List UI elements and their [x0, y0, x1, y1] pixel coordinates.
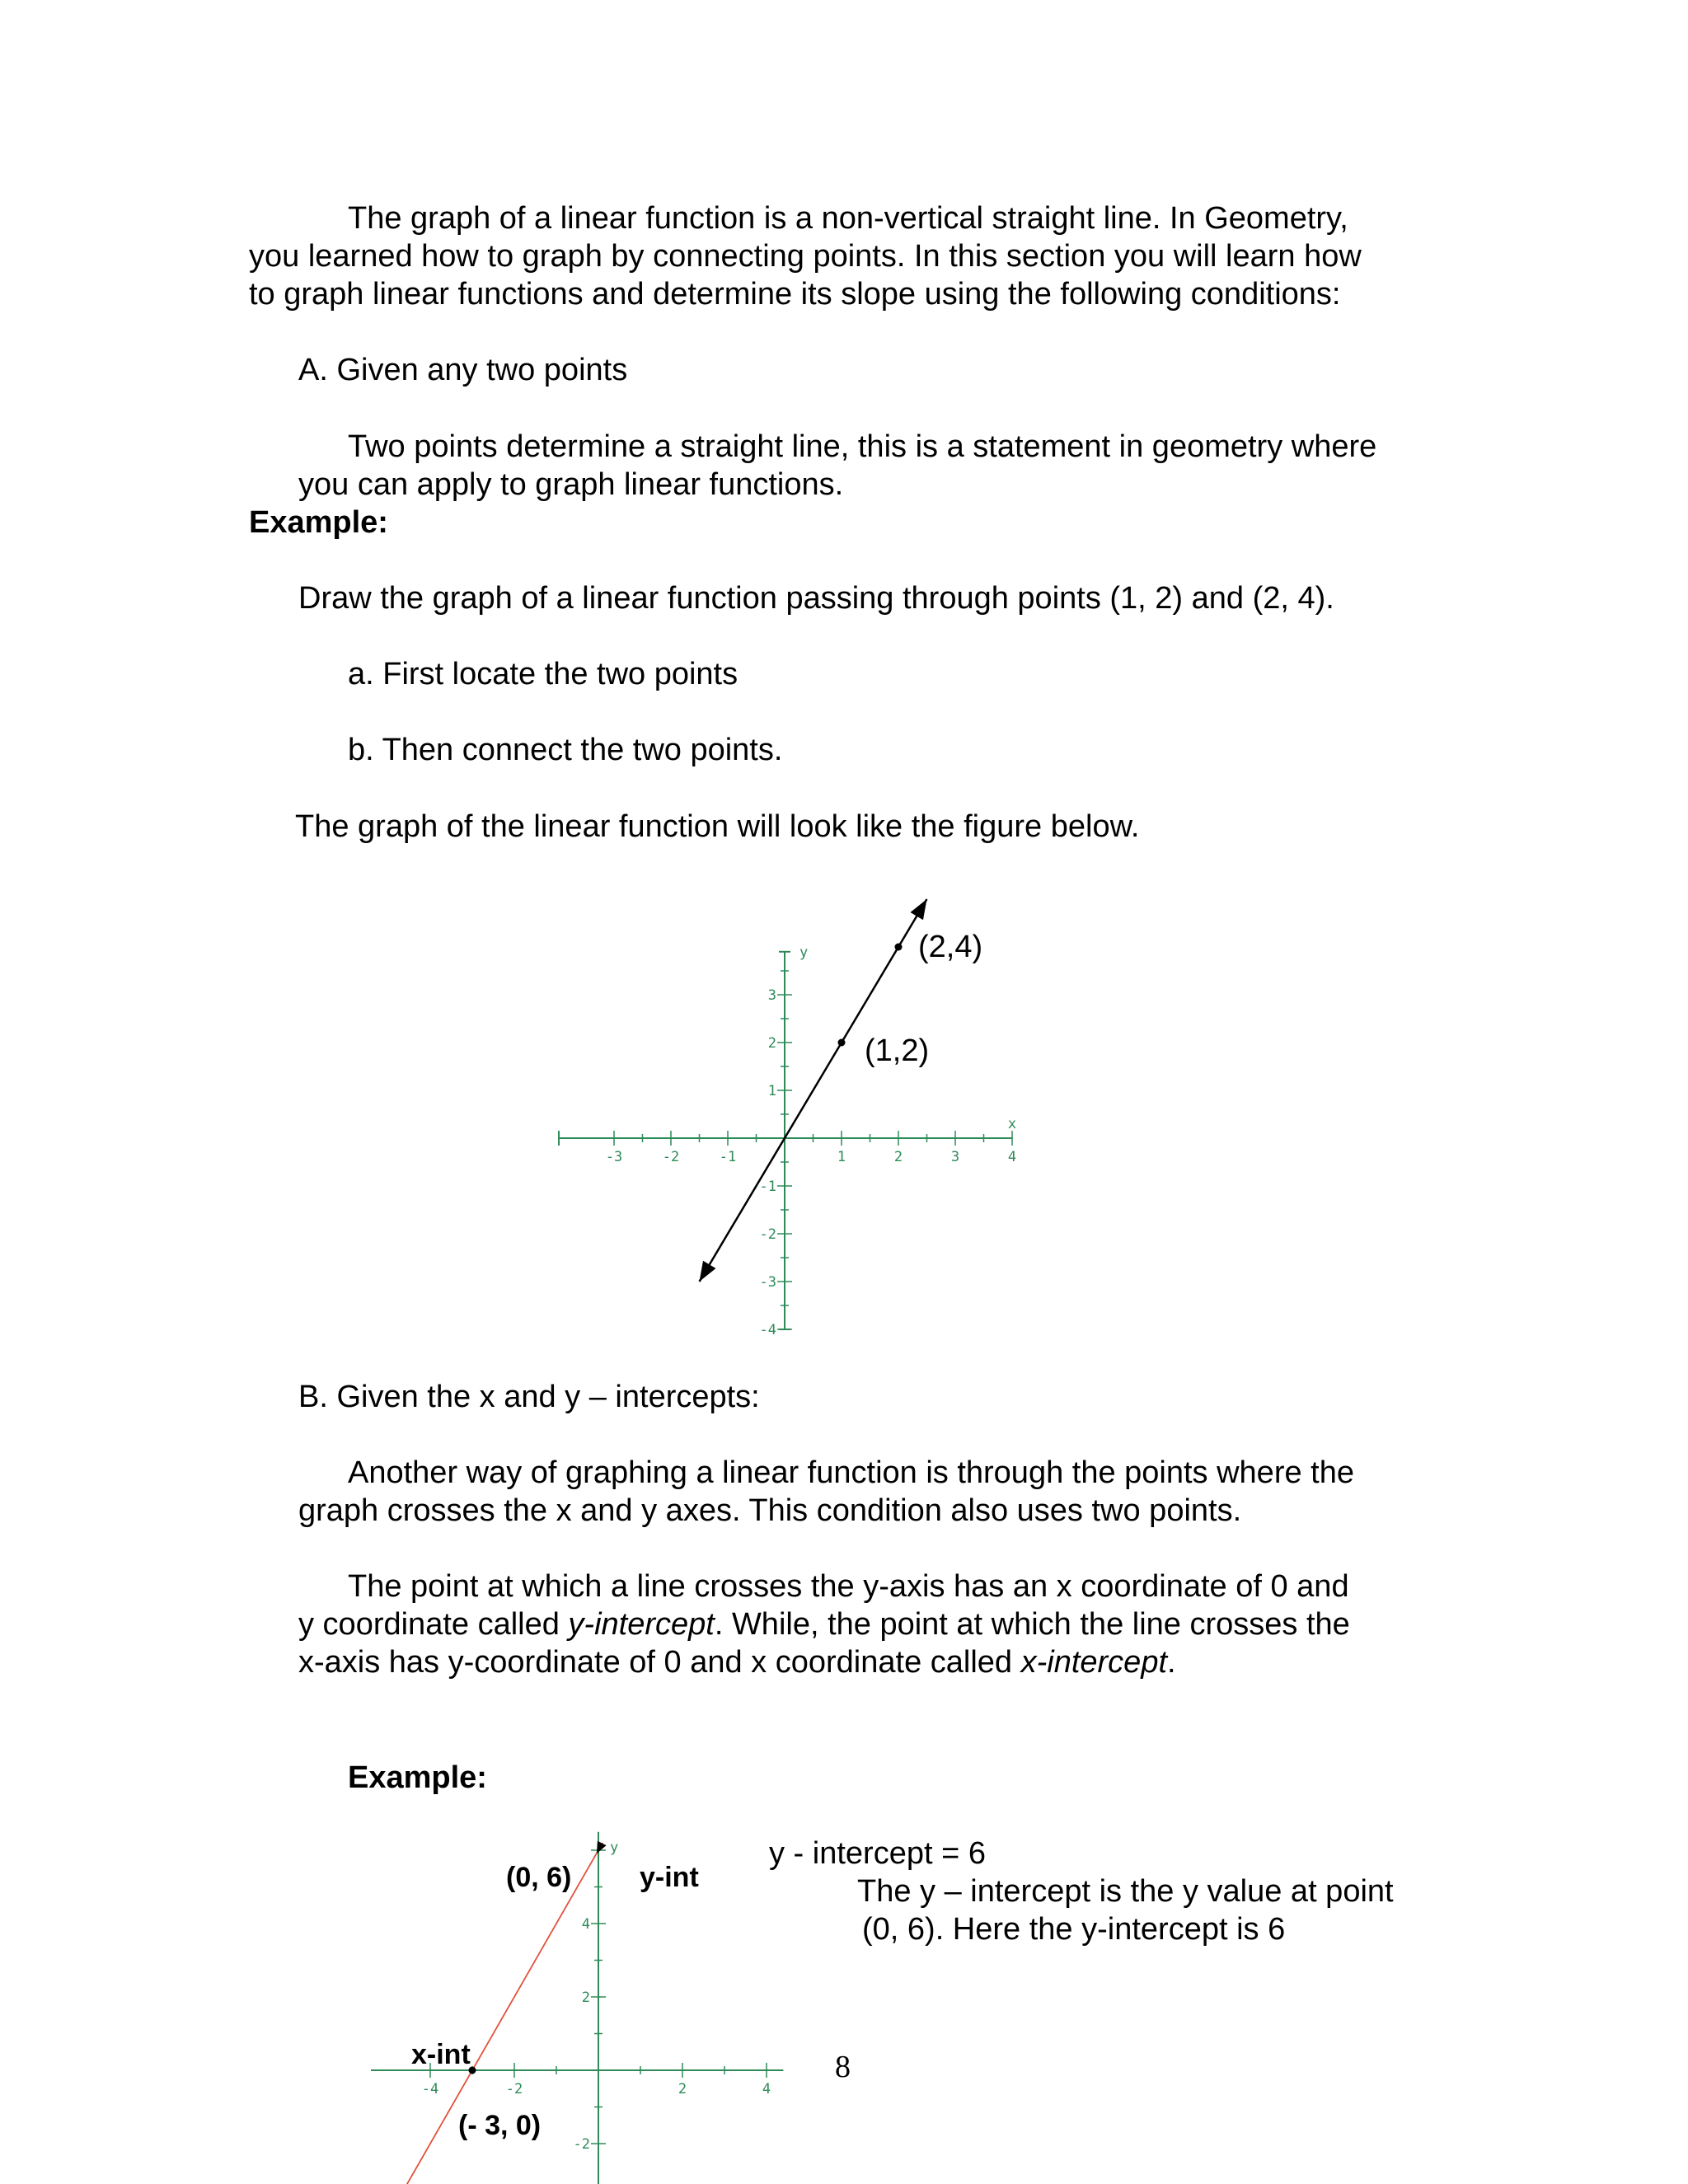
x-tick-label: 2 [678, 2081, 687, 2097]
example-1-step-a: a. First locate the two points [348, 657, 738, 691]
x-tick-label: 2 [893, 1149, 903, 1165]
y-tick-label: 4 [581, 1916, 590, 1933]
example-2-label: Example: [348, 1760, 487, 1795]
data-point-label: (2,4) [918, 930, 983, 964]
example-1-step-b: b. Then connect the two points. [348, 733, 783, 767]
section-a-para-line-1: Two points determine a straight line, this is a statement in geometry where [348, 429, 1377, 464]
data-point [895, 944, 903, 951]
example-1-label: Example: [249, 505, 388, 540]
x-intercept-term: x-intercept [1020, 1645, 1168, 1680]
y-intercept-marker [597, 1841, 607, 1854]
x-tick-label: 1 [837, 1149, 846, 1165]
x-tick-label: -2 [505, 2081, 523, 2097]
y-tick-label: 2 [581, 1990, 590, 2006]
section-b-para-1-line-2: graph crosses the x and y axes. This condition also uses two points. [298, 1493, 1242, 1528]
function-line [700, 899, 930, 1282]
y-intercept-heading: y - intercept = 6 [769, 1836, 986, 1871]
intercepts-graph [363, 1821, 791, 2184]
y-intercept-point-label: (0, 6) [506, 1862, 572, 1893]
y-tick-label: -3 [759, 1274, 776, 1291]
y-intercept-explanation-line-1: The y – intercept is the y value at point [857, 1874, 1394, 1909]
y-tick-label: 3 [767, 987, 776, 1004]
linear-function-graph [544, 890, 1039, 1352]
x-tick-label: -2 [662, 1149, 680, 1165]
example-1-caption: The graph of the linear function will look like the figure below. [295, 809, 1140, 844]
page-number: 8 [835, 2050, 851, 2084]
example-1-prompt: Draw the graph of a linear function passing through points (1, 2) and (2, 4). [298, 581, 1334, 616]
section-b-para-2-line-1: The point at which a line crosses the y-axis has an x coordinate of 0 and [348, 1569, 1349, 1604]
section-a-heading: A. Given any two points [298, 353, 628, 387]
y-axis-label: y [610, 1840, 619, 1856]
section-b-para-2-line-2: y coordinate called y-intercept. While, the point at which the line crosses the [298, 1607, 1350, 1642]
section-b-heading: B. Given the x and y – intercepts: [298, 1380, 760, 1414]
section-b-para-1-line-1: Another way of graphing a linear function is through the points where the [348, 1455, 1354, 1490]
x-int-annotation: x-int [411, 2039, 471, 2070]
x-tick-label: 4 [1007, 1149, 1017, 1165]
data-point [838, 1039, 846, 1047]
section-a-para-line-2: you can apply to graph linear functions. [298, 467, 844, 502]
y-axis-label: y [799, 944, 809, 961]
x-tick-label: 4 [762, 2081, 771, 2097]
y-tick-label: -4 [759, 1322, 776, 1338]
intro-line-1: The graph of a linear function is a non-vertical straight line. In Geometry, [348, 201, 1348, 236]
y-intercept-explanation-line-2: (0, 6). Here the y-intercept is 6 [862, 1912, 1286, 1947]
x-tick-label: -1 [719, 1149, 737, 1165]
y-tick-label: -2 [759, 1226, 776, 1243]
arrow-head-bottom [700, 1261, 716, 1282]
intro-line-2: you learned how to graph by connecting points. In this section you will learn how [249, 239, 1362, 274]
arrow-head-top [910, 899, 926, 920]
x-tick-label: -3 [605, 1149, 623, 1165]
x-axis-label: x [1007, 1116, 1017, 1132]
y-intercept-term: y-intercept [568, 1607, 715, 1642]
x-tick-label: -4 [421, 2081, 439, 2097]
x-tick-label: 3 [950, 1149, 960, 1165]
y-tick-label: 1 [767, 1083, 776, 1099]
data-point-label: (1,2) [865, 1033, 930, 1068]
y-tick-label: 2 [767, 1035, 776, 1052]
y-int-annotation: y-int [640, 1862, 699, 1893]
intro-line-3: to graph linear functions and determine its slope using the following conditions: [249, 277, 1341, 312]
y-tick-label: -1 [759, 1179, 776, 1195]
y-tick-label: -2 [573, 2136, 590, 2153]
section-b-para-2-line-3: x-axis has y-coordinate of 0 and x coordinate called x-intercept. [298, 1645, 1176, 1680]
x-intercept-point-label: (- 3, 0) [458, 2110, 542, 2141]
